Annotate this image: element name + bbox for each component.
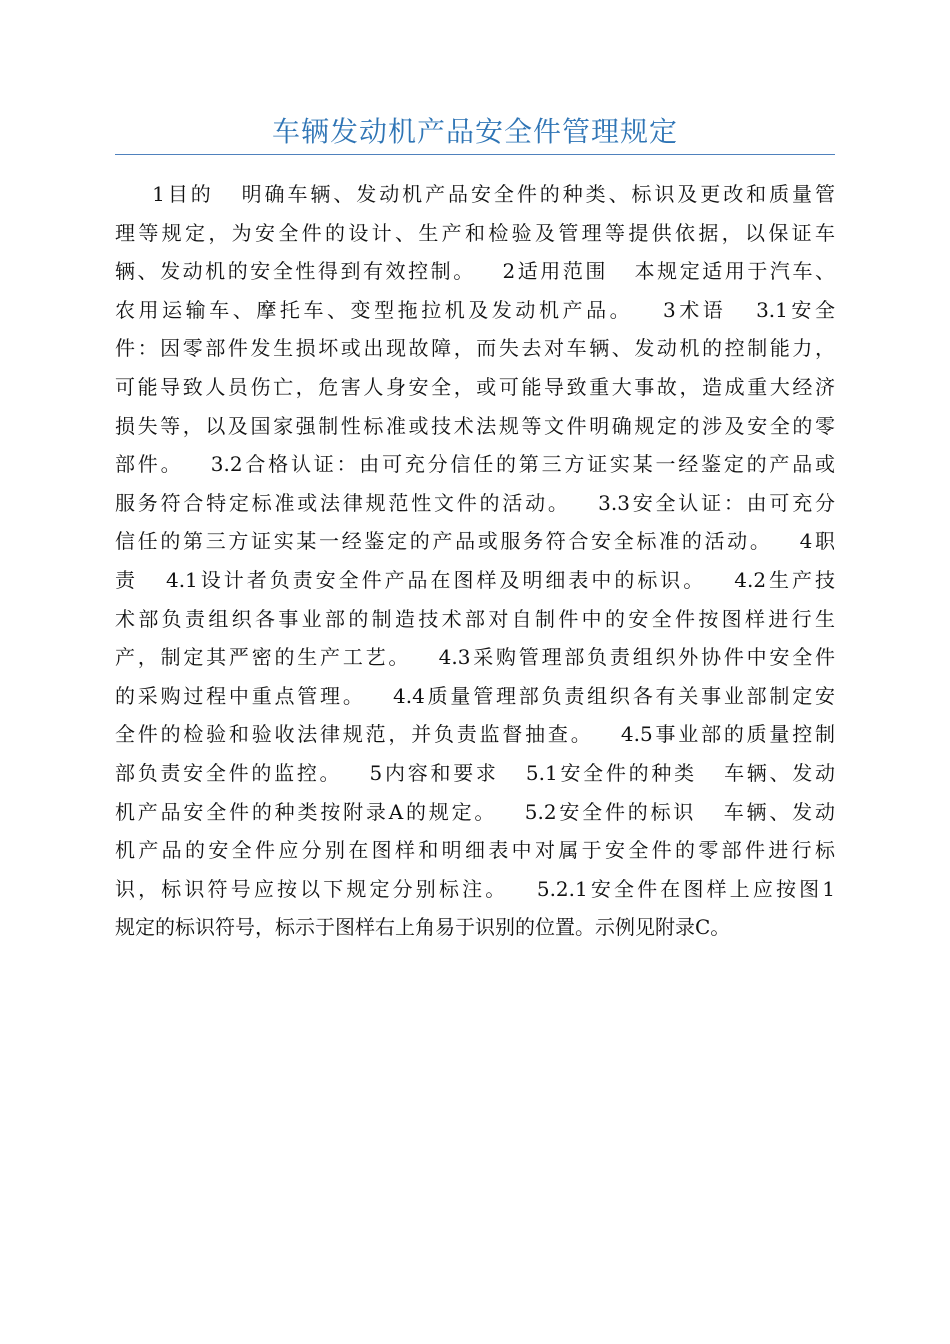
- body-line: 信任的第三方证实某一经鉴定的产品或服务符合安全标准的活动。 4职: [115, 529, 835, 554]
- body-line: 损失等，以及国家强制性标准或技术法规等文件明确规定的涉及安全的零: [115, 413, 835, 438]
- body-line: 服务符合特定标准或法律规范性文件的活动。 3.3安全认证：由可充分: [115, 490, 835, 515]
- body-line: 的采购过程中重点管理。 4.4质量管理部负责组织各有关事业部制定安: [115, 683, 835, 708]
- body-line: 责 4.1设计者负责安全件产品在图样及明细表中的标识。 4.2生产技: [115, 567, 835, 592]
- body-line: 识，标识符号应按以下规定分别标注。 5.2.1安全件在图样上应按图1: [115, 876, 835, 901]
- body-line: 全件的检验和验收法律规范，并负责监督抽查。 4.5事业部的质量控制: [115, 722, 835, 747]
- body-line-last: 规定的标识符号，标示于图样右上角易于识别的位置。示例见附录C。: [115, 915, 731, 940]
- title-underline-rule: [115, 154, 835, 155]
- body-line: 可能导致人员伤亡，危害人身安全，或可能导致重大事故，造成重大经济: [115, 374, 835, 399]
- body-line: 农用运输车、摩托车、变型拖拉机及发动机产品。 3术语 3.1安全: [115, 297, 835, 322]
- body-line: 机产品的安全件应分别在图样和明细表中对属于安全件的零部件进行标: [115, 838, 835, 863]
- body-line: 理等规定，为安全件的设计、生产和检验及管理等提供依据，以保证车: [115, 220, 835, 245]
- body-line: 1目的 明确车辆、发动机产品安全件的种类、标识及更改和质量管: [115, 182, 835, 206]
- body-line: 产，制定其严密的生产工艺。 4.3采购管理部负责组织外协件中安全件: [115, 645, 835, 670]
- body-line: 机产品安全件的种类按附录A的规定。 5.2安全件的标识 车辆、发动: [115, 799, 835, 824]
- body-line: 术部负责组织各事业部的制造技术部对自制件中的安全件按图样进行生: [115, 606, 835, 631]
- body-line: 部件。 3.2合格认证：由可充分信任的第三方证实某一经鉴定的产品或: [115, 452, 835, 477]
- document-body: [115, 175, 835, 947]
- body-line: 辆、发动机的安全性得到有效控制。 2适用范围 本规定适用于汽车、: [115, 259, 835, 284]
- document-title: 车辆发动机产品安全件管理规定: [271, 115, 678, 148]
- body-line: 件：因零部件发生损坏或出现故障，而失去对车辆、发动机的控制能力，: [115, 336, 835, 361]
- body-line: 部负责安全件的监控。 5内容和要求 5.1安全件的种类 车辆、发动: [115, 760, 835, 785]
